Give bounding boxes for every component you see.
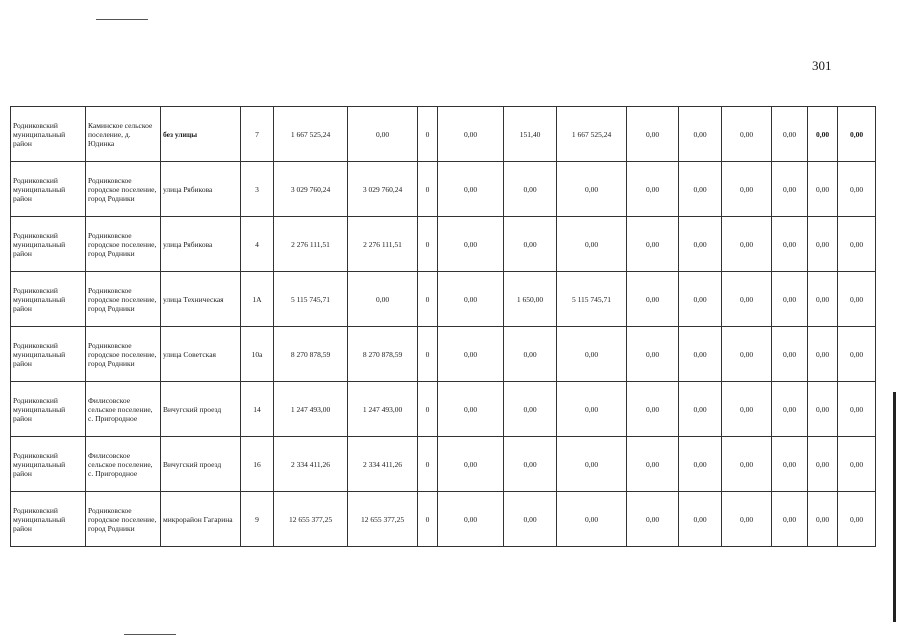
street-cell: улица Рябикова xyxy=(161,217,241,272)
value-cell: 0,00 xyxy=(722,492,772,547)
value-cell: 0 xyxy=(418,492,438,547)
value-cell: 0,00 xyxy=(722,327,772,382)
value-cell: 0 xyxy=(418,382,438,437)
value-cell: 0,00 xyxy=(722,382,772,437)
value-cell: 0,00 xyxy=(838,437,876,492)
value-cell: 0,00 xyxy=(557,327,627,382)
value-cell: 0,00 xyxy=(504,327,557,382)
house-number-cell: 1А xyxy=(241,272,274,327)
district-cell: Родниковский муниципальный район xyxy=(11,272,86,327)
value-cell: 0,00 xyxy=(838,382,876,437)
value-cell: 0,00 xyxy=(808,217,838,272)
value-cell: 0,00 xyxy=(808,272,838,327)
value-cell: 0,00 xyxy=(557,382,627,437)
value-cell: 0,00 xyxy=(838,327,876,382)
value-cell: 0 xyxy=(418,437,438,492)
value-cell: 0,00 xyxy=(722,437,772,492)
value-cell: 0,00 xyxy=(557,437,627,492)
district-cell: Родниковский муниципальный район xyxy=(11,217,86,272)
value-cell: 0,00 xyxy=(772,162,808,217)
value-cell: 0,00 xyxy=(772,107,808,162)
scan-artifact-line xyxy=(124,634,176,635)
value-cell: 2 276 111,51 xyxy=(348,217,418,272)
street-cell: улица Советская xyxy=(161,327,241,382)
district-cell: Родниковский муниципальный район xyxy=(11,492,86,547)
house-number-cell: 3 xyxy=(241,162,274,217)
settlement-cell: Родниковское городское поселение, город Родники xyxy=(86,217,161,272)
value-cell: 0,00 xyxy=(627,437,679,492)
value-cell: 151,40 xyxy=(504,107,557,162)
total-cost-cell: 12 655 377,25 xyxy=(274,492,348,547)
value-cell: 0,00 xyxy=(679,492,722,547)
value-cell: 0,00 xyxy=(504,492,557,547)
district-cell: Родниковский муниципальный район xyxy=(11,327,86,382)
value-cell: 1 247 493,00 xyxy=(348,382,418,437)
value-cell: 0,00 xyxy=(679,217,722,272)
district-cell: Родниковский муниципальный район xyxy=(11,107,86,162)
value-cell: 0,00 xyxy=(808,492,838,547)
settlement-cell: Родниковское городское поселение, город Родники xyxy=(86,327,161,382)
total-cost-cell: 2 276 111,51 xyxy=(274,217,348,272)
table-row xyxy=(11,382,876,437)
value-cell: 0,00 xyxy=(808,437,838,492)
district-cell: Родниковский муниципальный район xyxy=(11,382,86,437)
value-cell: 0,00 xyxy=(557,217,627,272)
total-cost-cell: 5 115 745,71 xyxy=(274,272,348,327)
value-cell: 2 334 411,26 xyxy=(348,437,418,492)
value-cell: 0,00 xyxy=(627,272,679,327)
table-row xyxy=(11,327,876,382)
value-cell: 0 xyxy=(418,272,438,327)
scan-edge-bar xyxy=(893,392,896,622)
value-cell: 0,00 xyxy=(627,162,679,217)
settlement-cell: Каминское сельское поселение, д. Юдинка xyxy=(86,107,161,162)
table-row xyxy=(11,162,876,217)
street-cell: улица Техническая xyxy=(161,272,241,327)
value-cell: 0,00 xyxy=(808,382,838,437)
value-cell: 0,00 xyxy=(504,382,557,437)
value-cell: 0,00 xyxy=(504,162,557,217)
value-cell: 0,00 xyxy=(627,217,679,272)
value-cell: 0,00 xyxy=(772,272,808,327)
value-cell: 0,00 xyxy=(772,437,808,492)
value-cell: 0 xyxy=(418,327,438,382)
value-cell: 0,00 xyxy=(557,162,627,217)
value-cell: 3 029 760,24 xyxy=(348,162,418,217)
value-cell: 1 650,00 xyxy=(504,272,557,327)
table-row xyxy=(11,217,876,272)
total-cost-cell: 1 667 525,24 xyxy=(274,107,348,162)
value-cell: 0,00 xyxy=(679,382,722,437)
value-cell: 0,00 xyxy=(438,217,504,272)
settlement-cell: Филисовское сельское поселение, с. Пригородное xyxy=(86,382,161,437)
house-number-cell: 10а xyxy=(241,327,274,382)
street-cell: без улицы xyxy=(161,107,241,162)
settlement-cell: Филисовское сельское поселение, с. Пригородное xyxy=(86,437,161,492)
value-cell: 0,00 xyxy=(838,272,876,327)
street-cell: Вичугский проезд xyxy=(161,382,241,437)
value-cell: 0,00 xyxy=(679,272,722,327)
district-cell: Родниковский муниципальный район xyxy=(11,162,86,217)
scan-artifact-line xyxy=(96,19,148,20)
district-cell: Родниковский муниципальный район xyxy=(11,437,86,492)
value-cell: 0,00 xyxy=(772,217,808,272)
value-cell: 0,00 xyxy=(679,327,722,382)
value-cell: 0,00 xyxy=(627,382,679,437)
value-cell: 0 xyxy=(418,162,438,217)
value-cell: 0,00 xyxy=(438,327,504,382)
value-cell: 0 xyxy=(418,217,438,272)
value-cell: 0,00 xyxy=(772,492,808,547)
value-cell: 0,00 xyxy=(557,492,627,547)
value-cell: 0,00 xyxy=(348,272,418,327)
value-cell: 0,00 xyxy=(438,272,504,327)
house-number-cell: 7 xyxy=(241,107,274,162)
value-cell: 0 xyxy=(418,107,438,162)
value-cell: 0,00 xyxy=(838,162,876,217)
value-cell: 0,00 xyxy=(722,107,772,162)
value-cell: 0,00 xyxy=(679,162,722,217)
value-cell: 0,00 xyxy=(504,437,557,492)
table-row xyxy=(11,107,876,162)
housing-registry-table xyxy=(10,106,876,547)
value-cell: 0,00 xyxy=(504,217,557,272)
house-number-cell: 4 xyxy=(241,217,274,272)
value-cell: 5 115 745,71 xyxy=(557,272,627,327)
value-cell: 0,00 xyxy=(627,327,679,382)
total-cost-cell: 3 029 760,24 xyxy=(274,162,348,217)
value-cell: 8 270 878,59 xyxy=(348,327,418,382)
settlement-cell: Родниковское городское поселение, город Родники xyxy=(86,272,161,327)
value-cell: 0,00 xyxy=(772,327,808,382)
value-cell: 0,00 xyxy=(438,492,504,547)
value-cell: 0,00 xyxy=(772,382,808,437)
table-row xyxy=(11,492,876,547)
total-cost-cell: 2 334 411,26 xyxy=(274,437,348,492)
value-cell: 0,00 xyxy=(438,437,504,492)
value-cell: 0,00 xyxy=(838,217,876,272)
settlement-cell: Родниковское городское поселение, город Родники xyxy=(86,162,161,217)
value-cell: 0,00 xyxy=(627,107,679,162)
value-cell: 0,00 xyxy=(808,107,838,162)
value-cell: 0,00 xyxy=(808,327,838,382)
value-cell: 0,00 xyxy=(348,107,418,162)
value-cell: 0,00 xyxy=(679,437,722,492)
street-cell: Вичугский проезд xyxy=(161,437,241,492)
value-cell: 0,00 xyxy=(838,492,876,547)
value-cell: 0,00 xyxy=(722,217,772,272)
table-row xyxy=(11,437,876,492)
street-cell: микрорайон Гагарина xyxy=(161,492,241,547)
value-cell: 0,00 xyxy=(808,162,838,217)
value-cell: 0,00 xyxy=(438,107,504,162)
house-number-cell: 16 xyxy=(241,437,274,492)
street-cell: улица Рябикова xyxy=(161,162,241,217)
value-cell: 0,00 xyxy=(438,162,504,217)
house-number-cell: 9 xyxy=(241,492,274,547)
value-cell: 0,00 xyxy=(838,107,876,162)
value-cell: 1 667 525,24 xyxy=(557,107,627,162)
house-number-cell: 14 xyxy=(241,382,274,437)
total-cost-cell: 8 270 878,59 xyxy=(274,327,348,382)
total-cost-cell: 1 247 493,00 xyxy=(274,382,348,437)
table-row xyxy=(11,272,876,327)
settlement-cell: Родниковское городское поселение, город Родники xyxy=(86,492,161,547)
value-cell: 0,00 xyxy=(722,162,772,217)
page-number: 301 xyxy=(812,58,832,73)
value-cell: 0,00 xyxy=(627,492,679,547)
value-cell: 0,00 xyxy=(679,107,722,162)
value-cell: 0,00 xyxy=(722,272,772,327)
value-cell: 12 655 377,25 xyxy=(348,492,418,547)
value-cell: 0,00 xyxy=(438,382,504,437)
